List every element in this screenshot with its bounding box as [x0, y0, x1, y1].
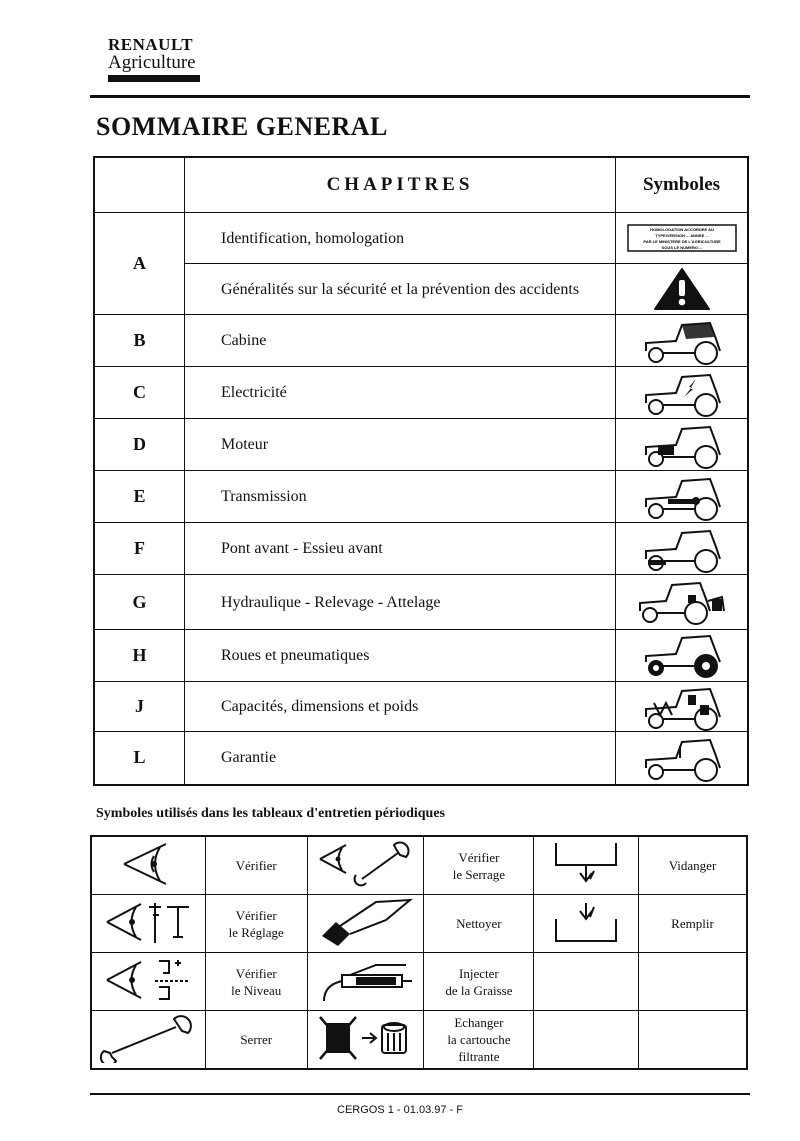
chapter-label: Moteur — [185, 419, 616, 471]
drain-icon — [534, 836, 639, 895]
tractor-warranty-icon — [616, 732, 749, 785]
brush-icon — [307, 895, 424, 953]
tractor-front-axle-icon — [616, 523, 749, 575]
chapter-label: Cabine — [185, 315, 616, 367]
chapter-letter: C — [94, 367, 185, 419]
table-row — [91, 895, 747, 953]
legend-label: Vidanger — [638, 836, 747, 895]
chapters-table — [93, 156, 749, 786]
legend-label-line: Vérifier — [235, 965, 277, 981]
table-row — [94, 264, 748, 315]
legend-label — [424, 953, 534, 1011]
wrench-icon — [91, 1011, 205, 1070]
table-row — [94, 682, 748, 732]
renault-logo — [108, 36, 200, 82]
chapter-letter: G — [94, 575, 185, 630]
plate-line-3: PAR LE MINISTERE DE L'AGRICULTURE — [642, 239, 721, 244]
table-row — [94, 213, 748, 264]
empty-cell — [534, 953, 639, 1011]
table-row — [91, 953, 747, 1011]
eye-wrench-icon — [307, 836, 424, 895]
footer-reference: CERGOS 1 - 01.03.97 - F — [337, 1104, 463, 1116]
table-row — [94, 630, 748, 682]
tractor-wheels-icon — [616, 630, 749, 682]
header-symbols: Symboles — [616, 157, 749, 213]
plate-line-2: TYPE/VERSION ... ANNEE ... — [654, 233, 709, 238]
tractor-capacities-icon — [616, 682, 749, 732]
table-row — [94, 367, 748, 419]
legend-title: Symboles utilisés dans les tableaux d'entretien périodiques — [96, 806, 446, 821]
bottom-rule — [90, 1093, 750, 1095]
chapter-label: Electricité — [185, 367, 616, 419]
page-title: SOMMAIRE GENERAL — [96, 112, 388, 141]
legend-label-line: Vérifier — [458, 849, 500, 865]
eye-caliper-icon — [91, 895, 205, 953]
chapter-label: Garantie — [185, 732, 616, 785]
tractor-engine-icon — [616, 419, 749, 471]
table-header-row — [94, 157, 748, 213]
legend-label-line: la cartouche — [447, 1032, 511, 1047]
tractor-transmission-icon — [616, 471, 749, 523]
chapter-label: Transmission — [185, 471, 616, 523]
top-rule — [90, 95, 750, 98]
legend-label — [424, 1011, 534, 1070]
table-row — [94, 575, 748, 630]
replace-filter-icon — [307, 1011, 424, 1070]
brand-name: RENAULT — [108, 35, 194, 54]
chapter-label: Généralités sur la sécurité et la prévention des accidents — [185, 264, 616, 315]
chapter-letter: F — [94, 523, 185, 575]
tractor-cab-icon — [616, 315, 749, 367]
chapter-letter: D — [94, 419, 185, 471]
legend-label-line: le Niveau — [231, 982, 282, 998]
chapter-label: Hydraulique - Relevage - Attelage — [185, 575, 616, 630]
table-row — [91, 1011, 747, 1070]
empty-cell — [638, 953, 747, 1011]
legend-label — [205, 953, 307, 1011]
table-row — [94, 471, 748, 523]
legend-label-line: filtrante — [458, 1049, 500, 1064]
chapter-letter: L — [94, 732, 185, 785]
legend-label-line: de la Graisse — [445, 982, 513, 998]
legend-label-line: Injecter — [459, 965, 499, 981]
chapter-label: Capacités, dimensions et poids — [185, 682, 616, 732]
eye-level-icon — [91, 953, 205, 1011]
brand-subtitle: Agriculture — [108, 52, 196, 73]
logo-bar — [108, 75, 200, 82]
legend-label — [205, 895, 307, 953]
chapter-letter: J — [94, 682, 185, 732]
legend-label: Remplir — [638, 895, 747, 953]
chapter-label: Pont avant - Essieu avant — [185, 523, 616, 575]
legend-label-line: le Serrage — [452, 866, 506, 882]
chapter-letter: H — [94, 630, 185, 682]
table-row — [94, 315, 748, 367]
legend-label: Nettoyer — [424, 895, 534, 953]
table-row — [91, 836, 747, 895]
empty-cell — [638, 1011, 747, 1070]
tractor-electric-icon — [616, 367, 749, 419]
legend-label-line: Vérifier — [235, 907, 277, 923]
header-chapters: CHAPITRES — [185, 157, 616, 213]
homologation-plate-icon — [616, 213, 749, 264]
fill-icon — [534, 895, 639, 953]
tractor-hydraulic-icon — [616, 575, 749, 630]
grease-gun-icon — [307, 953, 424, 1011]
chapter-label: Identification, homologation — [185, 213, 616, 264]
chapter-letter: B — [94, 315, 185, 367]
legend-label: Vérifier — [205, 836, 307, 895]
chapter-label: Roues et pneumatiques — [185, 630, 616, 682]
header-letter-cell — [94, 157, 185, 213]
legend-label — [424, 836, 534, 895]
maintenance-symbols-table — [90, 835, 748, 1070]
eye-icon — [91, 836, 205, 895]
plate-line-1: HOMOLOGATION ACCORDEE AU — [649, 227, 714, 232]
legend-label-line: Echanger — [454, 1015, 504, 1030]
warning-triangle-icon — [616, 264, 749, 315]
chapter-letter: E — [94, 471, 185, 523]
plate-line-4: SOUS LE NUMERO ... — [661, 245, 702, 250]
chapter-letter: A — [94, 213, 185, 315]
table-row — [94, 523, 748, 575]
legend-label-line: le Réglage — [228, 924, 284, 940]
table-row — [94, 419, 748, 471]
table-row — [94, 732, 748, 785]
legend-label: Serrer — [205, 1011, 307, 1070]
empty-cell — [534, 1011, 639, 1070]
